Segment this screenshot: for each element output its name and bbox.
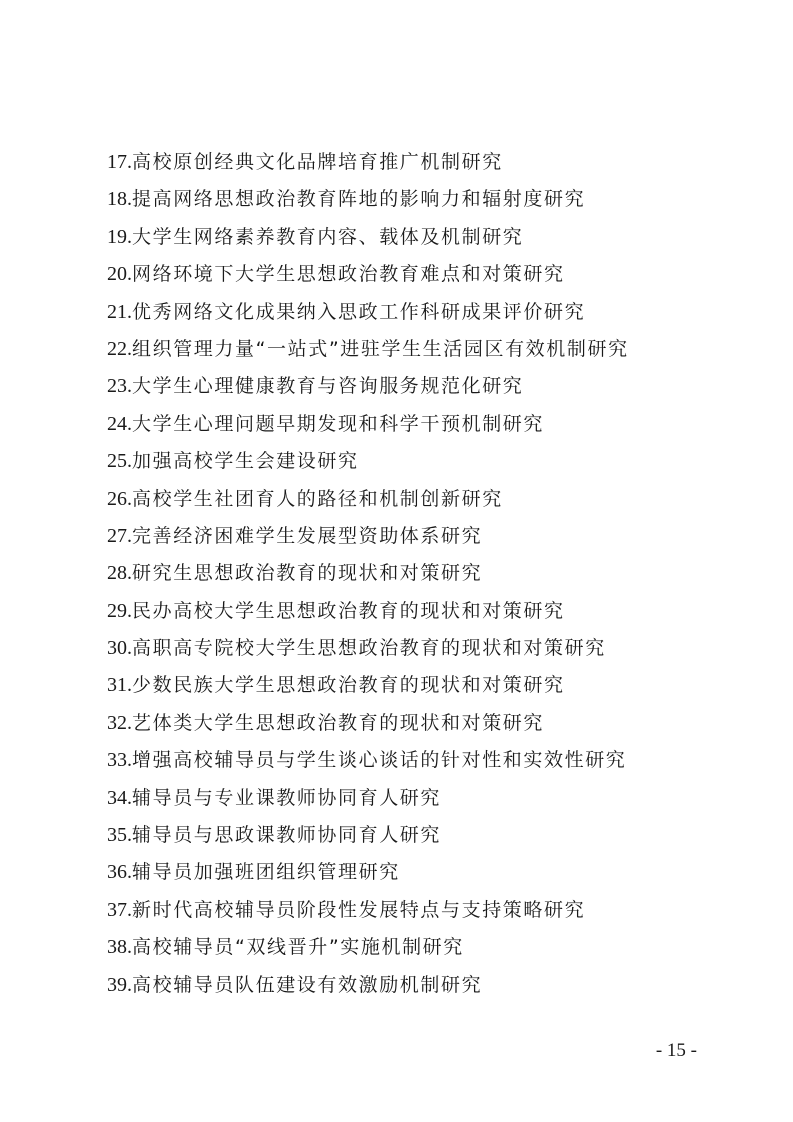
page-number: - 15 - <box>655 1040 697 1061</box>
topic-text: 少数民族大学生思想政治教育的现状和对策研究 <box>132 674 565 697</box>
topic-item <box>107 555 747 592</box>
topic-number: 32. <box>107 711 132 734</box>
topic-text: 高校学生社团育人的路径和机制创新研究 <box>132 487 503 510</box>
topic-number: 39. <box>107 973 132 996</box>
topic-item <box>107 630 747 667</box>
topic-text: 组织管理力量“一站式”进驻学生生活园区有效机制研究 <box>132 337 629 360</box>
topic-item <box>107 929 747 966</box>
topic-text: 高校原创经典文化品牌培育推广机制研究 <box>132 151 503 173</box>
topic-number: 21. <box>107 300 132 323</box>
topic-item <box>107 780 747 817</box>
topic-number: 27. <box>107 524 132 547</box>
topic-item <box>107 144 747 181</box>
topic-item <box>107 294 747 331</box>
topic-item <box>107 854 747 891</box>
topic-number: 28. <box>107 562 132 585</box>
topic-item <box>107 219 747 256</box>
topic-number: 18. <box>107 188 132 211</box>
topic-text: 完善经济困难学生发展型资助体系研究 <box>132 524 483 547</box>
topic-number: 35. <box>107 824 132 847</box>
topic-text: 大学生网络素养教育内容、载体及机制研究 <box>132 225 524 248</box>
topic-number: 25. <box>107 450 132 473</box>
topic-item <box>107 481 747 518</box>
topic-text: 辅导员与专业课教师协同育人研究 <box>132 786 442 809</box>
topic-item <box>107 256 747 293</box>
topic-number: 37. <box>107 898 132 921</box>
topic-item <box>107 967 747 1004</box>
topic-number: 23. <box>107 375 132 398</box>
topic-item <box>107 181 747 218</box>
topic-item <box>107 892 747 929</box>
topic-number: 22. <box>107 337 132 360</box>
topic-item <box>107 368 747 405</box>
topic-text: 艺体类大学生思想政治教育的现状和对策研究 <box>132 711 545 734</box>
topic-text: 民办高校大学生思想政治教育的现状和对策研究 <box>132 599 565 622</box>
topic-number: 17. <box>107 151 132 173</box>
topic-number: 20. <box>107 263 132 286</box>
topic-item <box>107 443 747 480</box>
topic-item <box>107 518 747 555</box>
topic-text: 辅导员加强班团组织管理研究 <box>132 861 400 884</box>
topic-item <box>107 742 747 779</box>
topic-text: 优秀网络文化成果纳入思政工作科研成果评价研究 <box>132 300 586 323</box>
topic-number: 26. <box>107 487 132 510</box>
topic-text: 辅导员与思政课教师协同育人研究 <box>132 824 442 847</box>
topic-text: 研究生思想政治教育的现状和对策研究 <box>132 562 483 585</box>
topic-text: 提高网络思想政治教育阵地的影响力和辐射度研究 <box>132 188 586 211</box>
topic-item <box>107 331 747 368</box>
topic-number: 19. <box>107 225 132 248</box>
topic-item <box>107 406 747 443</box>
topic-text: 网络环境下大学生思想政治教育难点和对策研究 <box>132 263 565 286</box>
topic-number: 31. <box>107 674 132 697</box>
topic-item <box>107 593 747 630</box>
topic-text: 高校辅导员队伍建设有效激励机制研究 <box>132 973 483 996</box>
topic-number: 36. <box>107 861 132 884</box>
topic-item <box>107 667 747 704</box>
topic-text: 高职高专院校大学生思想政治教育的现状和对策研究 <box>132 637 606 660</box>
topic-text: 高校辅导员“双线晋升”实施机制研究 <box>132 936 464 959</box>
topic-number: 24. <box>107 412 132 435</box>
topic-number: 33. <box>107 749 132 772</box>
topic-text: 大学生心理问题早期发现和科学干预机制研究 <box>132 412 545 435</box>
topic-item <box>107 817 747 854</box>
topic-number: 30. <box>107 637 132 660</box>
topic-text: 增强高校辅导员与学生谈心谈话的针对性和实效性研究 <box>132 749 627 772</box>
topic-text: 大学生心理健康教育与咨询服务规范化研究 <box>132 375 524 398</box>
topic-number: 34. <box>107 786 132 809</box>
research-topic-list <box>107 144 747 1004</box>
topic-item <box>107 705 747 742</box>
topic-text: 加强高校学生会建设研究 <box>132 450 359 473</box>
topic-number: 38. <box>107 936 132 959</box>
topic-number: 29. <box>107 599 132 622</box>
topic-text: 新时代高校辅导员阶段性发展特点与支持策略研究 <box>132 898 586 921</box>
